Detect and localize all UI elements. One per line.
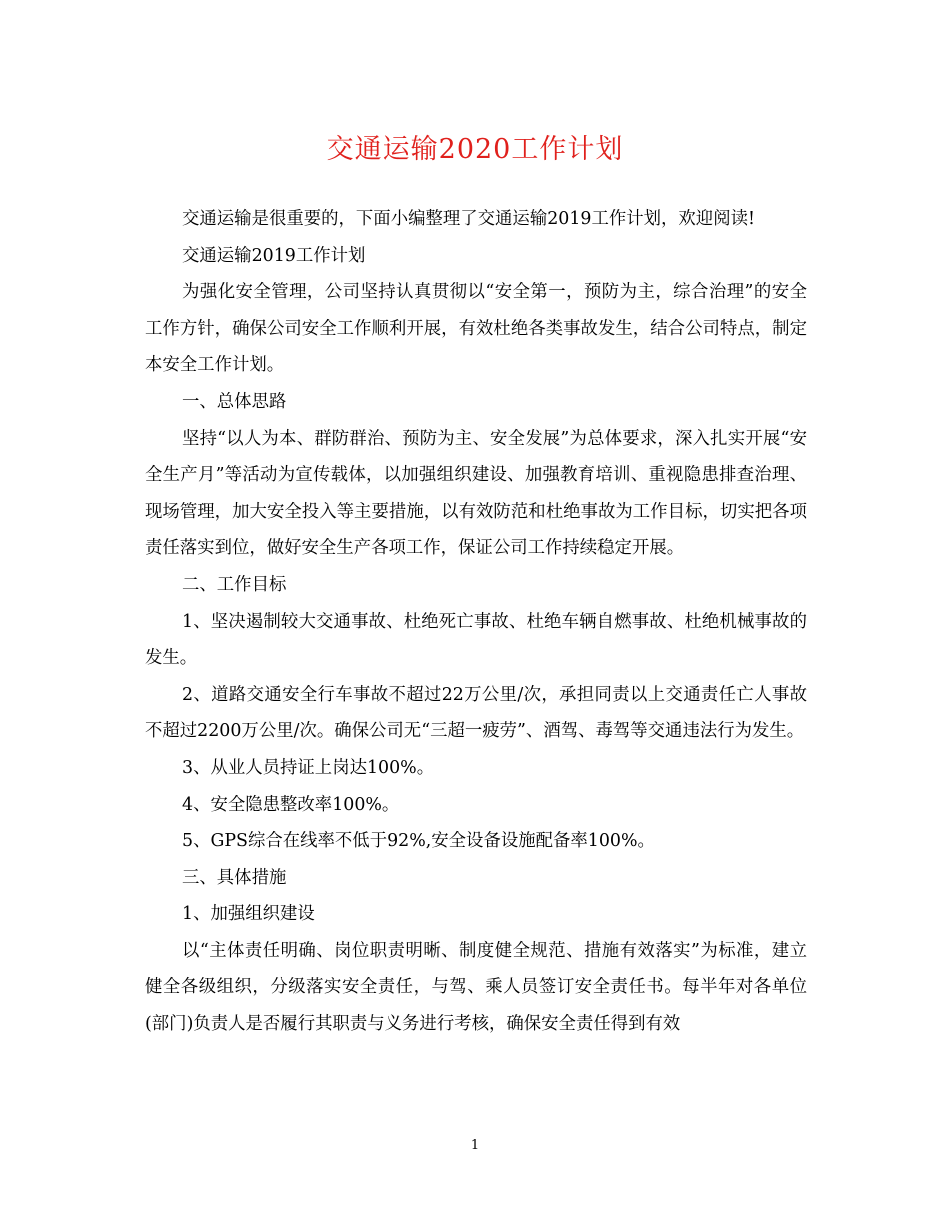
list-item: 3、从业人员持证上岗达100%。 bbox=[182, 757, 435, 778]
document-title: 交通运输2020工作计划 bbox=[326, 134, 624, 165]
paragraph: 交通运输是很重要的，下面小编整理了交通运输2019工作计划，欢迎阅读! bbox=[182, 209, 755, 229]
list-item: 2、道路交通安全行车事故不超过22万公里/次，承担同责以上交通责任亡人事故不超过2200万公里/次。确保公司无“三超一疲劳”、酒驾、毒驾等交通违法行为发生。 bbox=[145, 684, 807, 742]
paragraph: 为强化安全管理，公司坚持认真贯彻以“安全第一，预防为主，综合治理”的安全工作方针，确保公司安全工作顺利开展，有效杜绝各类事故发生，结合公司特点，制定本安全工作计划。 bbox=[145, 282, 807, 376]
section-heading: 一、总体思路 bbox=[182, 391, 287, 412]
paragraph: 交通运输2019工作计划 bbox=[182, 245, 366, 266]
list-item: 4、安全隐患整改率100%。 bbox=[182, 794, 400, 815]
section-heading: 三、具体措施 bbox=[182, 867, 287, 888]
document-body bbox=[145, 201, 807, 1043]
list-item: 5、GPS综合在线率不低于92%,安全设备设施配备率100%。 bbox=[182, 831, 655, 852]
list-item: 1、坚决遏制较大交通事故、杜绝死亡事故、杜绝车辆自燃事故、杜绝机械事故的发生。 bbox=[145, 611, 807, 669]
paragraph: 以“主体责任明确、岗位职责明晰、制度健全规范、措施有效落实”为标准，建立健全各级组织，分级落实安全责任，与驾、乘人员签订安全责任书。每半年对各单位(部门)负责人是否履行其职责与义务进行考核，确保安全责任得到有效 bbox=[145, 940, 807, 1035]
section-heading: 二、工作目标 bbox=[182, 574, 287, 595]
paragraph: 坚持“以人为本、群防群治、预防为主、安全发展”为总体要求，深入扎实开展“安全生产月”等活动为宣传载体，以加强组织建设、加强教育培训、重视隐患排查治理、现场管理，加大安全投入等主要措施，以有效防范和杜绝事故为工作目标，切实把各项责任落实到位，做好安全生产各项工作，保证公司工作持续稳定开展。 bbox=[145, 428, 807, 559]
page-number: 1 bbox=[470, 1138, 480, 1153]
subsection-heading: 1、加强组织建设 bbox=[182, 904, 315, 925]
